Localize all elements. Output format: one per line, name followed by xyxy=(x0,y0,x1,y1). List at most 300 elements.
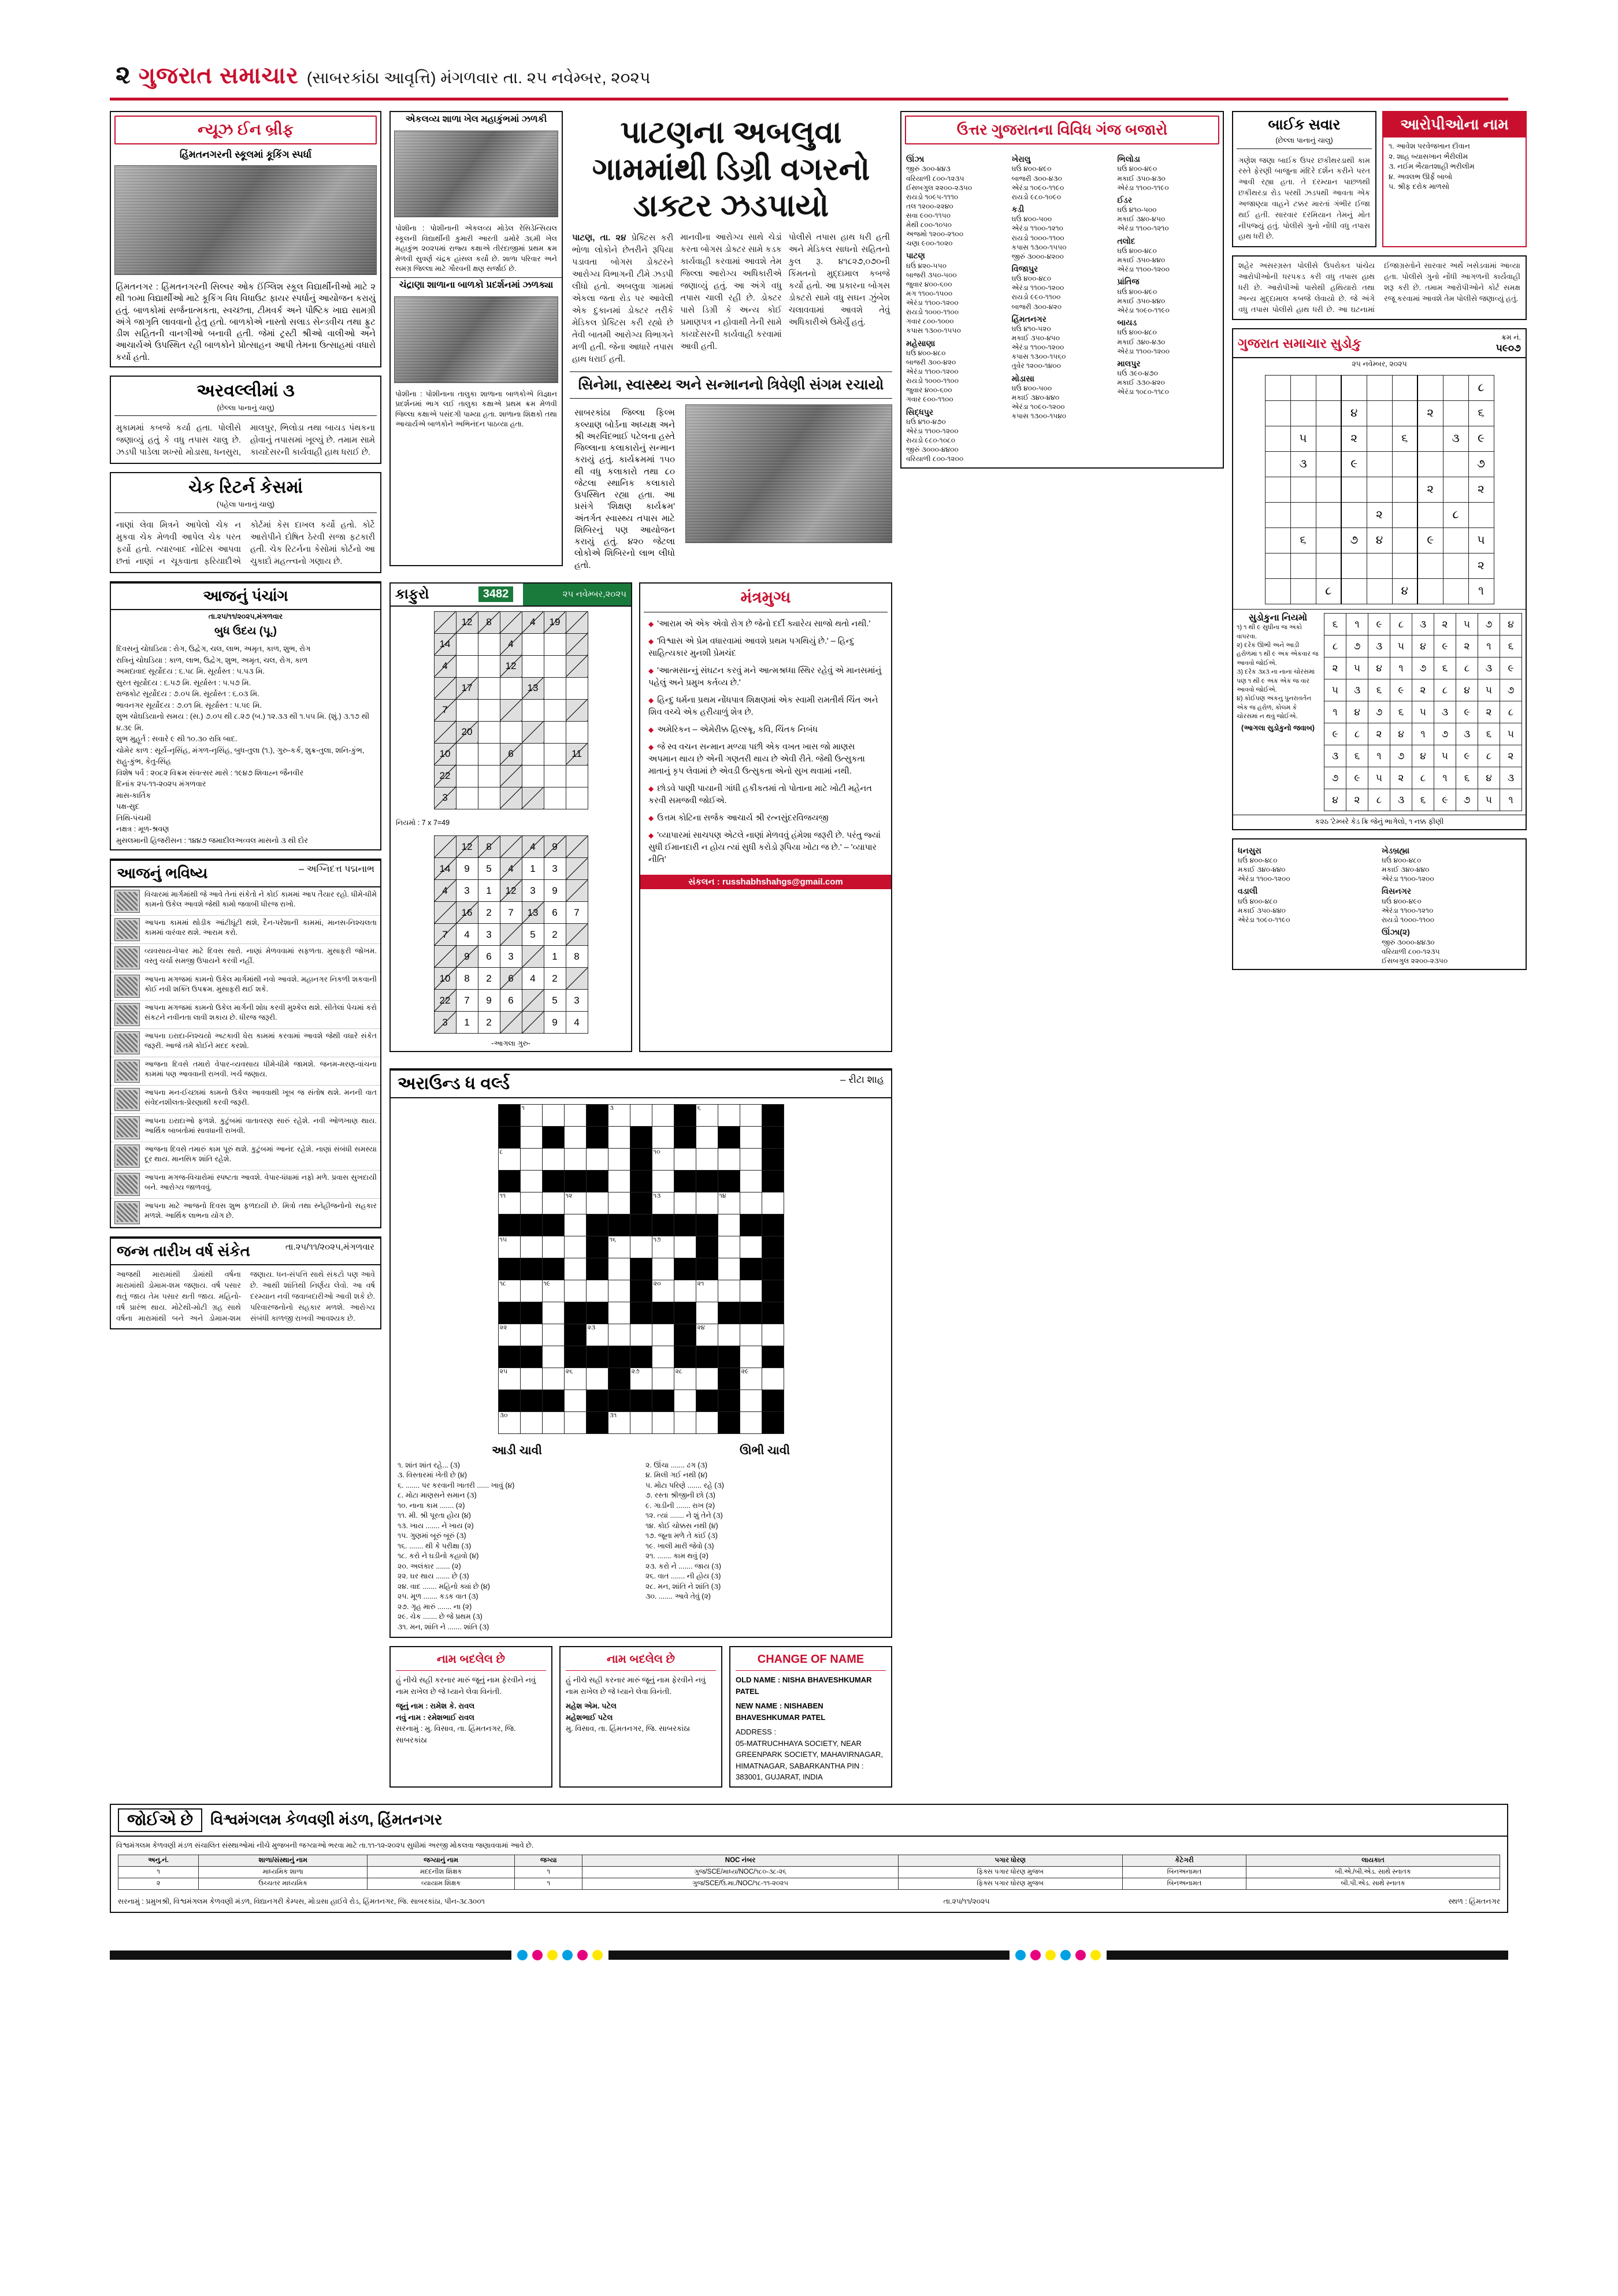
market-row xyxy=(906,261,1007,270)
accused-item: ૩. નઈમ ભૈયાતશાહી ભરીલીમ xyxy=(1389,162,1475,170)
market-row xyxy=(1382,915,1521,924)
col-header: લાયકાત xyxy=(1246,1855,1500,1867)
commodity: વરિયાળી xyxy=(906,455,931,463)
brief-strip xyxy=(389,111,892,574)
commodity: વરિયાળી xyxy=(1382,947,1407,956)
market-row xyxy=(906,417,1007,426)
market-row xyxy=(1117,337,1218,347)
market-name: હિંમતનગર xyxy=(1011,314,1046,324)
panchang-line: દિવસનું ચોઘડિયા : રોગ, ઉદ્વેગ, ચલ, લાભ, અમૃત, કાળ, શુભ, રોગ xyxy=(116,644,311,653)
price: ૪૦૦-૪૮૦ xyxy=(1249,897,1278,905)
market-row xyxy=(1117,255,1218,265)
zodiac-text: આપના ઇરાદાઓ ફળશે. કુટુંબમાં વાતાવરણ સારું રહેશે. નવી ઓળખાણ થાય. આર્થિક બાબતોમાં સાવધાની રાખવી. xyxy=(144,1117,377,1135)
price: ૧૧૦૦-૧૨૦૦ xyxy=(925,299,959,307)
zodiac-leo-icon xyxy=(114,1003,140,1026)
old-name-label: જૂનું નામ xyxy=(396,1701,424,1711)
mantra-item: ◆ 'આરામ એ એક એવો રોગ છે જેનો દર્દી ક્યારેય સાજો થતો નથી.' xyxy=(648,618,883,630)
price: ૪૦૦-૪૮૦ xyxy=(1129,328,1157,337)
sudoku-rule: ૧) ૧ થી ૯ સુધીના જ અંકો વાપરવા. xyxy=(1237,624,1302,640)
market-name: ભિલોડા xyxy=(1117,154,1140,164)
commodity: મકાઈ xyxy=(1011,393,1029,402)
market-row xyxy=(1012,214,1113,224)
commodity: એરંડા xyxy=(1117,183,1134,192)
accused-box xyxy=(1382,111,1527,247)
market-row xyxy=(1012,252,1113,261)
price: ૧૧૦૦-૧૨૦૦ xyxy=(1400,875,1434,883)
commodity: ઈસબગુલ xyxy=(906,183,934,192)
markets-col-1 xyxy=(1012,151,1113,464)
across-item: ૨૭. ગૃહ મારું ....... ના (૨) xyxy=(398,1602,472,1611)
market-row xyxy=(1382,938,1521,947)
market-name: તલોદ xyxy=(1117,236,1135,246)
new-name-label: NEW NAME xyxy=(736,1701,778,1711)
market-row xyxy=(906,454,1007,463)
news-in-brief-header: ન્યૂઝ ઈન બ્રીફ xyxy=(114,116,377,144)
commodity: એરંડા xyxy=(1117,306,1134,314)
commodity: મકાઈ xyxy=(1117,378,1134,387)
down-item: ૭. રસ્તા શ્રીજીની છો (૩) xyxy=(645,1491,715,1500)
commodity: રાયડો xyxy=(906,377,923,385)
market-row xyxy=(1012,192,1113,202)
news-in-brief-box xyxy=(110,111,381,367)
across-item: ૧૩. ખાય ....... ને ખાય (૨) xyxy=(398,1521,474,1530)
commodity: એરંડા xyxy=(1382,906,1398,915)
zodiac-text: આપના મન-ઈચ્છામાં કામનો ઉકેલ આવવાથી ખૂબ જ સંતોષ થશે. મનની વાત સંવેદનશીલતા-પ્રેરણાથી કરવી જરૂરી. xyxy=(144,1088,377,1107)
market-row xyxy=(906,367,1007,376)
commodity: કપાસ xyxy=(1011,412,1029,421)
panchang-date: તા.૨૫/૧૧/૨૦૨૫,મંગળવાર xyxy=(208,612,283,621)
lead-columns xyxy=(570,232,892,366)
across-item: ૨૦. અલંકાર ....... (૨) xyxy=(398,1562,461,1570)
market-row xyxy=(1012,302,1113,311)
price: ૧૦૯૦-૧૧૯૦ xyxy=(1030,183,1064,192)
zodiac-text: આપના કામમાં થોડીક આંટીઘૂંટી થશે, દૈન-પરેશાની કામમાં, માનસ-નિશ્ચલતા કામમાં વારંવાર થશે. આરામ કરો. xyxy=(144,919,377,937)
cell: ફિક્સ પગાર ધોરણ મુજબ xyxy=(898,1867,1122,1878)
commodity: ઘઉં xyxy=(1238,897,1248,905)
horoscope-header: આજનું ભવિષ્ય xyxy=(117,864,208,882)
kakuro-grid[interactable]: 12 8 4 19 14 4 4 12 17 13 7 20 10 6 11 22 3 xyxy=(434,611,588,809)
address-value: મુ. વિસાવ, તા. હિંમતનગર, જિ. સાબરકાંઠા xyxy=(396,1724,516,1744)
market-name: ઊંઝા xyxy=(906,154,925,164)
commodity: ઘઉં xyxy=(1117,369,1127,378)
commodity: મેથી xyxy=(906,221,919,229)
price: ૯૦૦-૧૦૨૦ xyxy=(921,239,953,248)
commodity: ઘઉં xyxy=(1011,274,1022,283)
bike-rider-header: બાઈક સવાર xyxy=(1268,117,1341,133)
commodity: એરંડા xyxy=(1011,224,1029,233)
zodiac-capricorn-icon xyxy=(114,1145,140,1168)
zodiac-text: આપના ઇરાદા-નિશ્ચયો અટકાવી ધેરા કામમાં કરવામાં આવશે જેથી વધારે સંકેત જરૂરી. આજે તમે કોઈને મદદ કરશો. xyxy=(144,1032,377,1050)
across-item: ૨૫. મૂળ ....... કડક વાત (૩) xyxy=(398,1592,478,1601)
markets-col-4 xyxy=(1382,843,1521,965)
zodiac-text: આજના દિવસે તમારું કામ પૂરું થશે. કુટુંબમાં આનંદ રહેશે. નાણાં સંબંધી સમસ્યા દૂર થાય. માનસિક શાંતિ રહેશે. xyxy=(144,1145,377,1164)
reg-dot xyxy=(592,1950,603,1960)
market-row xyxy=(1117,378,1218,387)
market-row xyxy=(1012,243,1113,252)
price: ૩૦૦૦-૪૨૦૦ xyxy=(1027,252,1064,261)
crossword-grid[interactable]: ૧ ૩ ૬ ૮ ૧૦ ૧૧ ૧૨ ૧૩ ૧૪ ૧૫ ૧૬ ૧૭ ૧૮ ૧૯ ૨૦ ૨૧ ૨૨ ૨૩ ૨૪ ૨૫ ૨૬ ૨૭ ૨૮ ૨૯ ૩૦ ૩૧ xyxy=(498,1104,784,1434)
commodity: મકાઈ xyxy=(1117,256,1134,265)
col-header: અનુ.નં. xyxy=(118,1855,199,1867)
col-header: NOC નંબર xyxy=(582,1855,898,1867)
commodity: ઘઉં xyxy=(1382,897,1392,905)
market-row xyxy=(1012,324,1113,333)
market-name: માલપુર xyxy=(1117,358,1141,368)
market-name: વડાલી xyxy=(1238,886,1258,896)
market-row xyxy=(906,326,1007,335)
market-row xyxy=(1117,164,1218,173)
price: ૧૨૦૦-૧૪૦૦ xyxy=(1026,362,1062,370)
market-row xyxy=(1117,306,1218,315)
price: ૪૦૦-૬૦૦ xyxy=(924,280,952,288)
price: ૩૦૦૦-૪૪૩૦ xyxy=(1397,938,1435,946)
commodity: ગવાર xyxy=(906,317,921,326)
new-name-label: નવું નામ xyxy=(396,1712,421,1722)
zodiac-row xyxy=(111,972,380,1001)
crossword-author: – રીટા શાહ xyxy=(840,1073,884,1085)
lead-story xyxy=(570,111,892,574)
price: ૪૧૦-૫૦૦ xyxy=(1129,206,1157,214)
zodiac-text: આપના મગજ-વિચારોમાં સ્પષ્ટતા આવશે. વેપાર-ધંધામાં નફો મળે. પ્રવાસ સુખદાયી બને. આરોગ્ય જાળવવું. xyxy=(144,1173,377,1192)
price: ૯૮૦-૧૦૮૦ xyxy=(925,436,956,445)
commodity: ઘઉં xyxy=(1238,856,1248,865)
column-center xyxy=(389,111,892,1796)
zodiac-row xyxy=(111,1086,380,1114)
commodity: જુવાર xyxy=(906,280,923,288)
market-row xyxy=(1117,328,1218,337)
price: ૧૩૦૦-૧૫૫૦ xyxy=(925,326,961,335)
panchang-line: વિશેષ પર્વ : ૨૦૮૨ વિક્રમ સંવત્સર માસે : ૧૯૪૭ શિવાહ્ન જૈનવીર xyxy=(116,768,304,777)
price: ૧૧૦૦-૧૨૧૦ xyxy=(1030,224,1064,233)
address-value: 05-MATRUCHHAYA SOCIETY, NEAR GREENPARK SOCIETY, MAHAVIRNAGAR, HIMATNAGAR, SABARKANTHA PIN : 383001, GUJARAT, INDIA xyxy=(736,1738,883,1782)
col-header: પગાર ધોરણ xyxy=(898,1855,1122,1867)
sudoku-grid[interactable]: ૮ ૪ ૨ ૬ ૫ ૨ ૬ ૩ ૯ ૩ ૯ ૭ ૨ ૨ ૨ ૮ ૬ ૭ ૪ ૯ ૫ ૨ ૮ ૪ ૧ xyxy=(1265,375,1494,604)
market-row xyxy=(906,164,1007,173)
panchang-line: પક્ષ-સુદ xyxy=(116,802,140,811)
commodity: ઘઉં xyxy=(1117,246,1127,255)
price: ૧૨૦૦-૨૧૦૦ xyxy=(929,230,964,239)
price: ૩૦૦-૪૩૦ xyxy=(1033,174,1063,183)
market-name: પાટણ xyxy=(906,251,925,261)
price: ૯૯૦-૧૧૦૦ xyxy=(1030,293,1061,302)
price: ૮૦૦-૧૦૦૦ xyxy=(923,317,954,326)
commodity: મકાઈ xyxy=(1238,865,1255,874)
commodity: એરંડા xyxy=(1238,875,1255,883)
market-row xyxy=(1012,343,1113,352)
new-name-value: મહેશભાઈ પટેલ xyxy=(566,1712,613,1722)
reg-dot xyxy=(577,1950,588,1960)
old-name-value: NISHA BHAVESHKUMAR PATEL xyxy=(736,1675,872,1696)
market-row xyxy=(1382,897,1521,906)
mantra-list xyxy=(640,615,891,875)
aravalli-box xyxy=(110,376,381,465)
commodity: એરંડા xyxy=(1011,284,1029,292)
commodity: ચણા xyxy=(906,239,920,248)
price: ૩૫૦-૫૦૦ xyxy=(927,270,957,279)
commodity: તલ xyxy=(906,202,916,210)
price: ૧૧૦૦-૧૨૦૦ xyxy=(1030,343,1064,352)
across-item: ૧૬. ....... થી કે પરીક્ષા (૩) xyxy=(398,1541,472,1550)
commodity: રાયડો xyxy=(906,436,923,445)
market-row xyxy=(906,385,1007,395)
name-change-box-3 xyxy=(729,1646,892,1788)
market-row xyxy=(906,395,1007,404)
job-ad-place: સ્થળ : હિંમતનગર xyxy=(1448,1897,1500,1906)
commodity: મકાઈ xyxy=(1382,865,1399,874)
accused-item: ૧. આવેશ પરવેજખાન દીવાન xyxy=(1389,142,1470,150)
lead-subhead: સિનેમા, સ્વાસ્થ્ય અને સન્માનનો ત્રિવેણી સંગમ રચાયો xyxy=(570,371,892,399)
panchang-line: શુભ મુહૂર્ત : સવારે ૯ થી ૧૦.૩૦ રાત્રિ બાદ. xyxy=(116,734,237,744)
horoscope-list xyxy=(111,887,380,1227)
panchang-line: રાજકોટ સૂર્યોદય : ૭.૦૫ મિ. સૂર્યાસ્ત : ૬.૦૩ મિ. xyxy=(116,689,259,699)
panchang-line: દિનાંક ૨૫-૧૧-૨૦૨૫ મંગળવાર xyxy=(116,779,206,789)
commodity: કપાસ xyxy=(1011,243,1029,251)
old-name-value: રામેશ કે. રાવલ xyxy=(430,1701,475,1711)
job-ad-address: સરનામું : પ્રમુખશ્રી, વિશ્વમંગલમ કેળવણી મંડળ, વિદ્યાનગરી કેમ્પસ, મોડાસા હાઈવે રોડ, હિંમતનગર, જિ. સાબરકાંઠા, પીન-૩૮૩૦૦૧ xyxy=(118,1897,485,1906)
price: ૨૨૦૦-૨૩૫૦ xyxy=(935,183,973,192)
cell: બી.એ./બી.એડ. સાથે સ્નાતક xyxy=(1246,1867,1500,1878)
price: ૩૪૦-૪૪૦ xyxy=(1257,865,1286,874)
zodiac-scorpio-icon xyxy=(114,1088,140,1111)
commodity: એરંડા xyxy=(1382,875,1398,883)
kakuro-box xyxy=(389,582,632,1052)
markets-right-columns xyxy=(1233,839,1526,969)
commodity: ઘઉં xyxy=(906,349,916,357)
zodiac-row xyxy=(111,1057,380,1086)
price: ૩૩૦-૪૨૦ xyxy=(1136,378,1166,387)
commodity: એરંડા xyxy=(906,367,923,376)
market-row xyxy=(1117,246,1218,255)
name-change-2 xyxy=(561,1647,721,1738)
market-name: ખેડબ્રહ્મા xyxy=(1382,845,1410,855)
market-row xyxy=(1012,292,1113,302)
commodity: એરંડા xyxy=(1117,347,1134,355)
sudoku-answer-grid: ૬ ૧ ૯ ૮ ૩ ૨ ૫ ૭ ૪ ૮ ૭ ૩ ૫ ૪ ૯ ૨ ૧ ૬ ૨ ૫ ૪ ૧ ૭ ૬ ૮ ૩ ૯ ૫ ૩ ૬ ૯ ૨ ૮ ૪ ૫ ૭ ૧ ૪ ૭ ૬ ૫ ૩ ૯ ૨ ૮ ૯ ૮ ૨ ૪ ૧ ૭ ૩ ૬ ૫ ૩ ૬ ૧ ૭ ૪ ૫ ૯ ૮ ૨ ૭ ૯ ૫ ૨ ૮ ૧ ૬ ૪ ૩ ૪ ૨ ૮ ૩ ૬ ૯ ૭ ૫ ૧ xyxy=(1324,613,1522,811)
new-name-value: રમેશભાઈ રાવલ xyxy=(428,1712,475,1722)
cell: ગુજ/SCE/માધ્ય/NOC/૧૮૦-૩૮-૨૬ xyxy=(582,1867,898,1878)
market-row xyxy=(906,317,1007,326)
mantra-box xyxy=(639,582,892,1052)
zodiac-aquarius-icon xyxy=(114,1173,140,1196)
commodity: એરંડા xyxy=(1238,916,1255,924)
across-item: ૧૮. કરો ને ઘડીનો કહાવો (૪) xyxy=(398,1552,479,1561)
birth-chart-header: જન્મ તારીખ વર્ષ સંકેત xyxy=(117,1242,250,1260)
price: ૩૪૦-૪૪૦ xyxy=(1030,393,1060,402)
market-row xyxy=(1117,205,1218,214)
price: ૧૧૦૦-૧૨૦૦ xyxy=(1135,347,1170,355)
markets-col-2 xyxy=(1117,151,1218,464)
market-name: સિદ્ધપુર xyxy=(906,407,934,417)
commodity: જુવાર xyxy=(906,386,923,395)
address-label: ADDRESS xyxy=(736,1727,772,1737)
price: ૩૦૦-૪૨૦ xyxy=(1033,302,1062,311)
price: ૧૧૦૦-૧૨૦૦ xyxy=(1135,265,1170,274)
zodiac-cancer-icon xyxy=(114,975,140,998)
commodity: રાયડો xyxy=(1011,293,1029,302)
price: ૩૦૦૦-૪૪૦૦ xyxy=(921,445,959,454)
commodity: બાજરી xyxy=(1011,174,1031,183)
markets-col-3 xyxy=(1238,843,1377,965)
market-row xyxy=(1012,224,1113,233)
market-row xyxy=(1238,865,1377,874)
market-row xyxy=(1012,164,1113,173)
reg-bar-mid xyxy=(608,1951,1010,1960)
market-row xyxy=(1238,856,1377,865)
market-row xyxy=(1012,283,1113,292)
market-row xyxy=(1382,856,1521,865)
name-change-3: CHANGE OF NAME OLD NAME : NISHA BHAVESHKUMAR PATEL NEW NAME : NISHABEN BHAVESHKUMAR PATEL ADDRESS : 05-MATRUCHHAYA SOCIETY, NEAR GREENPARK SOCIETY, MAHAVIRNAGAR, HIMATNAGAR, SABARKANTHA PIN : 383001, GUJARAT, INDIA xyxy=(730,1647,891,1786)
sudoku-rule: ૨) દરેક ઊભી અને આડી હરોળમાં ૧ થી ૯ અંક એકવાર જ આવવો જોઈએ. xyxy=(1237,641,1319,667)
lead-dateline: પાટણ, તા. ૨૪ xyxy=(572,233,626,243)
market-row xyxy=(1117,214,1218,224)
price: ૩૫૦-૪૩૦ xyxy=(1136,174,1166,183)
price: ૧૧૦૦-૧૨૦૦ xyxy=(1256,875,1290,883)
sudoku-answer-label: (આગલા સુડોકુનો જવાબ) xyxy=(1241,724,1315,733)
across-item: ૮. મોટા માણસને સમાન (૩) xyxy=(398,1491,477,1500)
name-change-header: નામ બદલેલ છે xyxy=(566,1651,716,1671)
market-row xyxy=(906,436,1007,445)
mantra-item: ◆ જે સ્વ વચન સન્માન મળ્યા પછી એક વખત ખાસ જો માણસ અપમાન થાય છે એની ગણતરી થાય છે એવી રીતે. જેથી ઉત્સુકતા માતાનું કૃપ લેવામાં છે એવડી ઉત્સુકતા એનો સુખ થવામાં નથી. xyxy=(648,741,883,778)
cell: બી.પી.એડ. સાથે સ્નાતક xyxy=(1246,1878,1500,1890)
crossword-clues xyxy=(391,1440,891,1637)
market-name: કડી xyxy=(1011,204,1025,214)
reg-dot xyxy=(1090,1950,1101,1960)
market-row xyxy=(1238,874,1377,883)
aravalli-sub: (છેલ્લા પાનાનું ચાલુ) xyxy=(217,403,274,412)
market-row xyxy=(1012,352,1113,361)
price: ૪૦૦-૪૮૦ xyxy=(918,349,946,357)
markets-columns xyxy=(901,148,1223,467)
bike-rider-text: ગણેશ જણા બાઈક ઉપર છકીથરડાથી કામ રસ્તે ફેરણી બાજુના મંદિરે દર્શન કરીને પરત આવી રહ્યા હતા. તે દરમ્યાન પાછળથી છકીથરડા રોડ પરથી ઝડપથી આવતા એક અજાણ્યા વાહને ટક્કર મારતાં ગંભીર ઈજા થઈ હતી. સારવાર દરમિયાન તેમનું મોત નીપજ્યું હતું. પોલીસે ગુનો નોંધી વધુ તપાસ હાથ ધરી છે. xyxy=(1238,155,1370,241)
market-row xyxy=(1117,296,1218,306)
zodiac-text: આપના મગજમાં કામનો ઉકેલ માર્ગમાંથી નવો આવશે. મહાનગર નિકળી શકવાની કોઈ નવી શક્તિ ઉપક્રમ. મુસાફરી થઈ શકે. xyxy=(144,975,377,994)
reg-dot xyxy=(562,1950,573,1960)
col-header: શાળા/સંસ્થાનું નામ xyxy=(199,1855,368,1867)
commodity: રાયડો xyxy=(1011,192,1029,201)
panchang-line: ભાવનગર સૂર્યોદય : ૭.૦૧ મિ. સૂર્યાસ્ત : ૫.૫૯ મિ. xyxy=(116,700,262,709)
price: ૧૦૦૦-૧૧૦૦ xyxy=(1400,916,1435,924)
job-ad-box xyxy=(110,1804,1508,1913)
down-item: ૨૮. મન, શાંતિ ને શાંતિ (૩) xyxy=(645,1582,721,1591)
market-row xyxy=(906,289,1007,298)
market-row xyxy=(1012,174,1113,183)
reg-dot xyxy=(1060,1950,1071,1960)
market-name: ધનસુરા xyxy=(1238,845,1261,855)
market-row xyxy=(906,183,1007,192)
commodity: સવા xyxy=(906,211,918,220)
market-row xyxy=(906,358,1007,367)
market-row xyxy=(1238,906,1377,915)
accused-item: ૨. શાહ બ્યાસખાન ભૈરીલીમ xyxy=(1389,152,1468,161)
commodity: જીરું xyxy=(1382,938,1396,946)
zodiac-row xyxy=(111,887,380,916)
market-row xyxy=(1117,224,1218,233)
down-block xyxy=(645,1444,884,1633)
sudoku-rules xyxy=(1237,613,1319,811)
price: ૧૧૦૦-૧૨૧૦ xyxy=(1400,906,1434,915)
price: ૮૦૦-૧૨૦૦ xyxy=(933,455,964,463)
aravalli-text: મુકામમાં કબજે કર્યા હતા. પોલીસે જણાવ્યું હતું કે વધુ તપાસ ચાલુ છે. ઝડપી પાડેલા શખ્સો મોડાસા, ધનસુરા, માલપુર, ભિલોડા તથા બાયડ પંથકના હોવાનું તપાસમાં ખૂલ્યું છે. તમામ સામે કાયદેસરની કાર્યવાહી હાથ ધરાઈ છે. xyxy=(116,423,375,458)
brief-caption-1: પોશીના : પોશીનાની એકલવ્ય મોડેલ રેસિડેન્સિયલ સ્કૂલની વિદ્યાર્થીની કુમારી આરતી ડામોરે ૩૬મી ખેલ મહાકુંભ ૨૦૨૫માં રાજ્ય કક્ષાએ તીરંદાજીમાં પ્રથમ ક્રમ મેળવી સુવર્ણ ચંદ્રક હાંસલ કર્યો છે. શાળા પરિવાર અને સમગ્ર જિલ્લા માટે ગૌરવની ક્ષણ સર્જાઈ છે. xyxy=(395,224,557,273)
panchang-box xyxy=(110,581,381,851)
market-name: વિજાપુર xyxy=(1011,263,1038,273)
job-ad-label: જોઈએ છે xyxy=(118,1808,202,1832)
across-item: ૬. ....... પર કરવાની ખાતરી ...... ખાવું (૪) xyxy=(398,1481,515,1489)
kakuro-grid-wrap xyxy=(391,607,631,814)
market-row xyxy=(906,348,1007,358)
brief-photo-2 xyxy=(394,296,558,383)
price: ૩૦૦-૪૪૩ xyxy=(921,165,951,173)
market-row xyxy=(1012,361,1113,370)
sudoku-rules-title: સુડોકુના નિયમો xyxy=(1248,613,1308,623)
commodity: ઘઉં xyxy=(1011,384,1022,393)
reg-dots xyxy=(517,1950,603,1960)
accused-item: ૪. અવલભ ઊર્ફે બાબો xyxy=(1389,172,1453,181)
price: ૪૦૦-૫૦૦ xyxy=(1023,215,1052,224)
brief-item-title-2: ચંદ્રાણા શાળાના બાળકો પ્રદર્શનમાં ઝળક્યા xyxy=(391,277,562,293)
name-change-text: હું નીચે સહી કરનાર મારું જૂનું નામ ફેરવીને નવું નામ રાખેલ છે જે ધ્યાને લેવા વિનંતી. xyxy=(566,1675,706,1696)
commodity: રાયડો xyxy=(906,308,923,317)
market-row xyxy=(1117,174,1218,183)
price: ૧૨૦૦-૨૨૪૦ xyxy=(918,202,953,210)
commodity: ઘઉં xyxy=(1117,165,1127,173)
price: ૧૦૯૦-૧૨૦૦ xyxy=(1030,403,1065,411)
price: ૧૧૦૦-૧૨૦૦ xyxy=(1030,284,1064,292)
price: ૪૦૦-૪૯૦ xyxy=(1129,287,1157,296)
commodity: મકાઈ xyxy=(1117,337,1134,346)
job-ad-date: તા.૨૫/૧૧/૨૦૨૫ xyxy=(943,1897,990,1906)
market-row xyxy=(1012,402,1113,411)
old-name-label: OLD NAME xyxy=(736,1675,776,1685)
reg-dot xyxy=(1015,1950,1026,1960)
paper-name: ગુજરાત સમાચાર xyxy=(138,63,299,88)
panchang-line: મુસલમાની હિજરીસન : ૧૪૪૭ જમાદીલઅવ્વલ માસનો ૩ થી દોર xyxy=(116,835,308,845)
name-change-text: હું નીચે સહી કરનાર મારું જૂનું નામ ફેરવીને નવું નામ રાખેલ છે જે ધ્યાને લેવા વિનંતી. xyxy=(396,1675,536,1696)
commodity: એરંડા xyxy=(1011,183,1029,192)
crossword-grid-wrap xyxy=(391,1098,891,1440)
markets-box xyxy=(900,111,1224,469)
lead-col-text-1: માનવીના આરોગ્ય સાથે ચેડાં કરતા બોગસ ડોક્ટર સામે કડક કાર્યવાહી કરવામાં આવશે તેમ જિલ્લા આરોગ્ય અધિકારીએ જણાવ્યું હતું. આ અંગે વધુ તપાસ ચાલી રહી છે. ડોક્ટર પાસે ડિગ્રી કે અન્ય કોઈ પ્રમાણપત્ર ન હોવાથી તેની સામે કાયદેસરની કાર્યવાહી કરવામાં આવી હતી. xyxy=(680,233,782,352)
brief-box-1 xyxy=(389,111,563,566)
horoscope-author: – અગ્નિદત્ત પદ્મનાભ xyxy=(299,864,374,875)
market-row xyxy=(1117,347,1218,356)
mantra-mail[interactable]: સંકલન : russhabhshahgs@gmail.com xyxy=(640,875,891,889)
commodity: એરંડા xyxy=(1117,388,1134,396)
price: ૯૮૦-૧૦૯૦ xyxy=(1030,192,1062,201)
kakuro-title: કાફુરો xyxy=(395,586,429,602)
name-change-1: નામ બદલેલ છે હું નીચે સહી કરનાર મારું જૂનું નામ ફેરવીને નવું નામ રાખેલ છે જે ધ્યાને લેવા વિનંતી. જૂનું નામ : રામેશ કે. રાવલ નવું નામ : રમેશભાઈ રાવલ સરનામું : મુ. વિસાવ, તા. હિંમતનગર, જિ. સાબરકાંઠા xyxy=(391,1647,551,1749)
commodity: એરંડા xyxy=(1117,265,1134,274)
market-row xyxy=(1382,865,1521,874)
market-row xyxy=(1117,387,1218,396)
job-ad-table-wrap xyxy=(111,1855,1507,1894)
mantra-header: મંત્રમુગ્ધ xyxy=(740,588,791,606)
commodity: બાજરી xyxy=(1011,302,1031,311)
zodiac-gemini-icon xyxy=(114,946,140,969)
page-number: ૨ xyxy=(116,61,131,89)
market-name: મોડાસા xyxy=(1011,373,1034,383)
reg-bar-left xyxy=(110,1951,511,1960)
birth-chart-header-row xyxy=(111,1238,380,1265)
market-row xyxy=(906,298,1007,307)
commodity: એરંડા xyxy=(906,299,923,307)
market-row xyxy=(1012,274,1113,283)
down-item: ૫. મોટા પરિણે ....... રહે (૩) xyxy=(645,1481,724,1489)
market-name: ખેરાલુ xyxy=(1011,154,1031,164)
cell: માધ્યમિક શાળા xyxy=(199,1867,368,1878)
market-row xyxy=(1117,183,1218,192)
panchang-header: આજનું પંચાંગ xyxy=(111,582,380,610)
